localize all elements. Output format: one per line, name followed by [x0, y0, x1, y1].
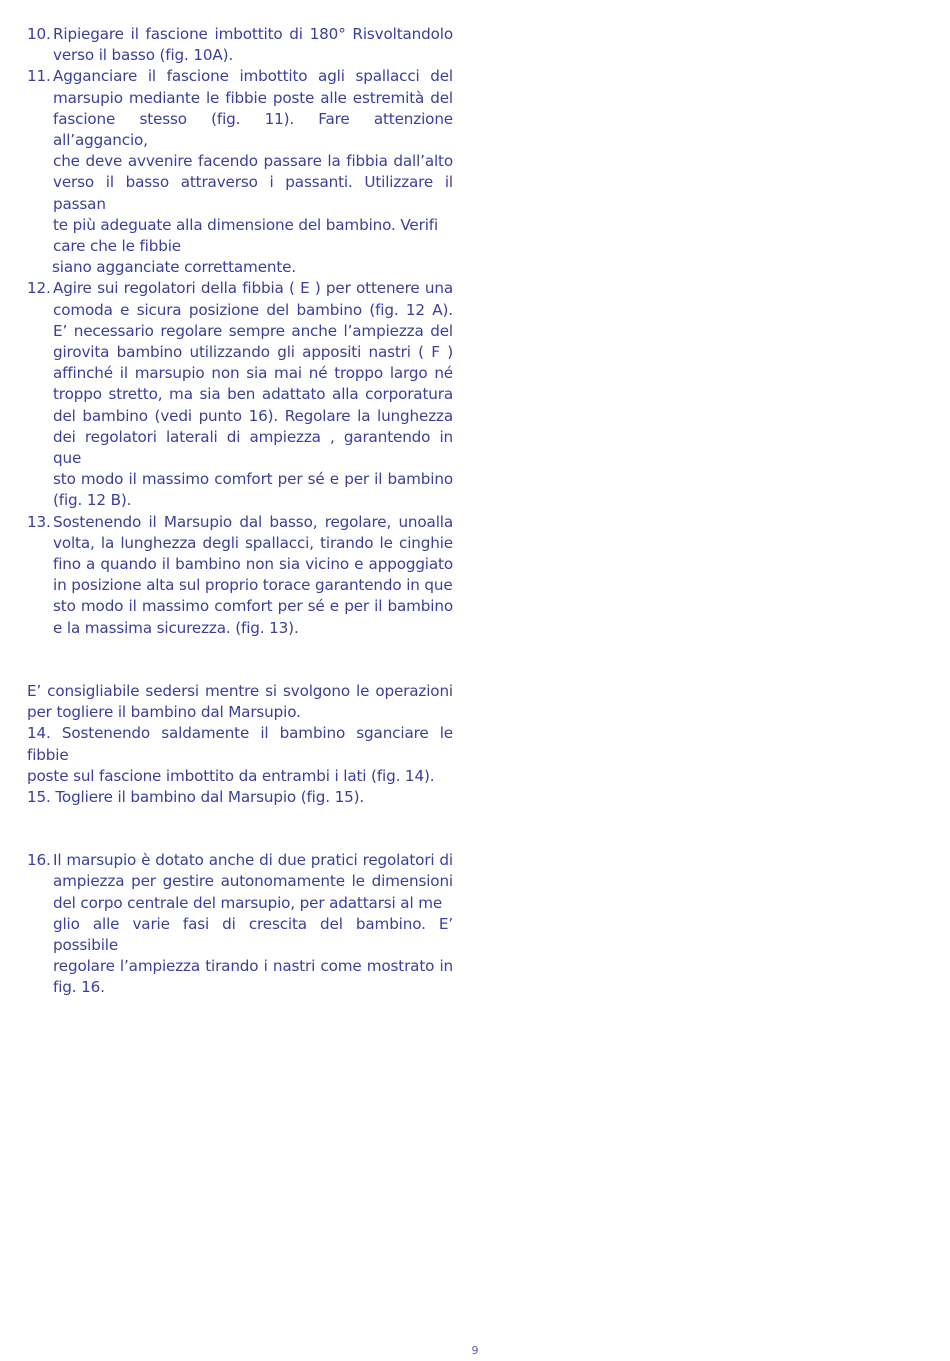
instructions-column	[27, 24, 453, 999]
item-number: 13.	[27, 512, 51, 531]
removal-line: poste sul fascione imbottito da entrambi i lati (fig. 14).	[27, 766, 435, 785]
item-line: sto modo il massimo comfort per sé e per il bambino	[53, 597, 453, 616]
item-line: in posizione alta sul proprio torace garantendo in que	[53, 576, 453, 595]
item-line: marsupio mediante le fibbie poste alle estremità del	[53, 88, 453, 107]
item-line: regolare l’ampiezza tirando i nastri come mostrato in	[53, 957, 453, 976]
item-number: 10.	[27, 25, 51, 43]
item-line: volta, la lunghezza degli spallacci, tirando le cinghie	[53, 533, 453, 552]
item-number: 16.	[27, 851, 51, 870]
item-line: siano agganciate correttamente.	[52, 258, 297, 277]
item-line: sto modo il massimo comfort per sé e per il bambino	[53, 470, 453, 489]
item-line: verso il basso (fig. 10A).	[53, 46, 234, 65]
item-line: fino a quando il bambino non sia vicino e appoggiato	[53, 555, 453, 574]
removal-line: 14. Sostenendo saldamente il bambino sganciare le fibbie	[27, 724, 453, 764]
item-line: glio alle varie fasi di crescita del bambino. E’ possibile	[53, 914, 453, 954]
item-line: del corpo centrale del marsupio, per adattarsi al me	[53, 893, 443, 912]
item-line: Il marsupio è dotato anche di due pratici regolatori di	[53, 851, 453, 870]
item-line: fascione stesso (fig. 11). Fare attenzione all’aggancio,	[53, 109, 453, 150]
item-line: care che le fibbie	[53, 237, 181, 256]
item-line: Agire sui regolatori della fibbia ( E ) per ottenere una	[53, 279, 453, 298]
removal-line: per togliere il bambino dal Marsupio.	[27, 703, 301, 722]
item-line: Sostenendo il Marsupio dal basso, regolare, unoalla	[53, 512, 453, 531]
item-line: comoda e sicura posizione del bambino (fig. 12 A).	[53, 300, 453, 319]
item-line: verso il basso attraverso i passanti. Utilizzare il passan	[53, 173, 453, 213]
item-line: Agganciare il fascione imbottito agli spallacci del	[53, 67, 453, 86]
item-line: del bambino (vedi punto 16). Regolare la lunghezza	[53, 406, 453, 425]
item-line: ampiezza per gestire autonomamente le dimensioni	[53, 872, 453, 891]
section-spacer	[27, 808, 453, 850]
item-line: che deve avvenire facendo passare la fibbia dall’alto	[53, 152, 453, 171]
removal-section	[27, 681, 453, 808]
instruction-item-12	[27, 278, 453, 511]
item-number: 11.	[27, 67, 51, 86]
item-line: troppo stretto, ma sia ben adattato alla corporatura	[53, 385, 453, 404]
removal-line: 15. Togliere il bambino dal Marsupio (fig. 15).	[27, 787, 365, 806]
item-line: girovita bambino utilizzando gli appositi nastri ( F )	[53, 343, 453, 362]
item-line: fig. 16.	[53, 978, 105, 997]
page-number: 9	[471, 1344, 479, 1357]
instruction-item-10	[27, 24, 453, 66]
item-line: e la massima sicurezza. (fig. 13).	[53, 618, 299, 637]
instruction-item-11	[27, 66, 453, 278]
item-line: Ripiegare il fascione imbottito di 180° Risvoltandolo	[53, 25, 453, 43]
removal-line: E’ consigliabile sedersi mentre si svolgono le operazioni	[27, 681, 453, 700]
item-line: te più adeguate alla dimensione del bambino. Verifi	[53, 215, 439, 234]
item-line: E’ necessario regolare sempre anche l’ampiezza del	[53, 321, 453, 340]
instruction-item-16	[27, 850, 453, 998]
instruction-item-13	[27, 512, 453, 639]
section-spacer	[27, 639, 453, 681]
item-line: dei regolatori laterali di ampiezza , garantendo in que	[53, 427, 453, 468]
item-line: affinché il marsupio non sia mai né troppo largo né	[53, 364, 453, 383]
item-number: 12.	[27, 279, 51, 298]
item-line: (fig. 12 B).	[53, 491, 132, 510]
